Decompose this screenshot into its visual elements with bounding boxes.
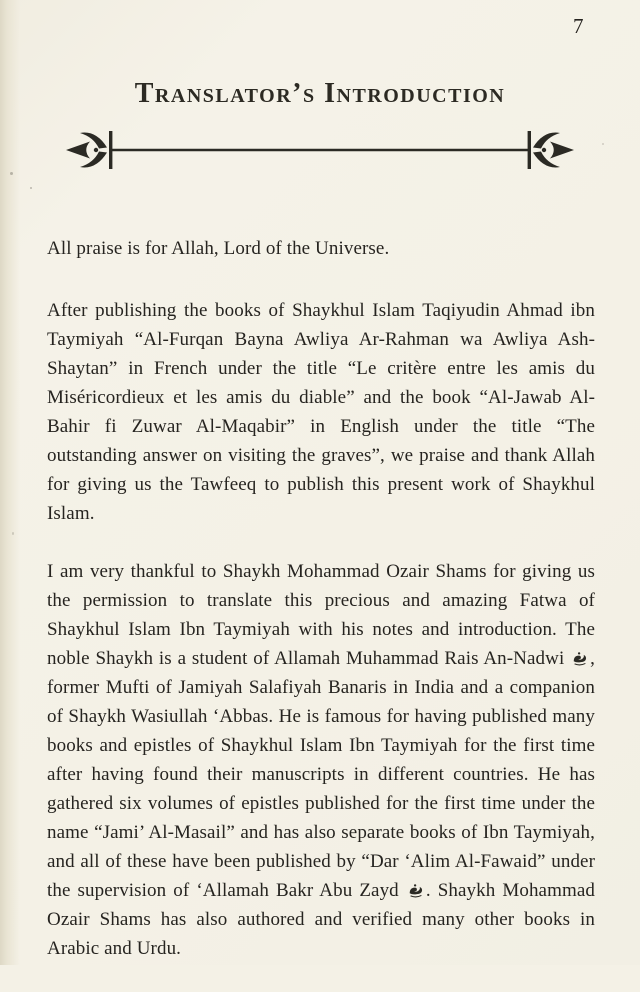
scan-speck	[12, 532, 14, 535]
scan-speck	[10, 172, 13, 175]
divider-ornament-left-icon	[66, 131, 112, 169]
divider-ornament-right-icon	[528, 131, 574, 169]
paragraph-text: . Shaykh Mohammad Ozair Shams has also authored and verified many other books in Arabic and Urdu.	[47, 880, 595, 959]
page-gutter-shadow	[0, 0, 20, 965]
scan-speck	[30, 187, 32, 189]
rahimahullah-icon	[571, 651, 589, 666]
page-number: 7	[573, 14, 584, 38]
page-title: Translator’s Introduction	[134, 78, 506, 109]
paragraph: All praise is for Allah, Lord of the Universe.	[47, 238, 390, 259]
divider-rule	[65, 128, 575, 172]
body-text	[47, 234, 595, 992]
paragraph-text: , former Mufti of Jamiyah Salafiyah Banaris in India and a companion of Shaykh Wasiullah ‘Abbas. He is famous for having published many books and epistles of Shaykhul Islam Ibn Taymiyah for the first time after having found their manuscripts in different countries. He has gathered six volumes of epistles published for the first time under the name “Jami’ Al-Masail” and has also separate books of Ibn Taymiyah, and all of these have been published by “Dar ‘Alim Al-Fawaid” under the supervision of ‘Allamah Bakr Abu Zayd	[47, 648, 595, 901]
paragraph: After publishing the books of Shaykhul Islam Taqiyudin Ahmad ibn Taymiyah “Al-Furqan Bayna Awliya Ar-Rahman wa Awliya Ash-Shaytan” in French under the title “Le critère entre les amis du Miséricordieux et les amis du diable” and the book “Al-Jawab Al-Bahir fi Zuwar Al-Maqabir” in English under the title “The outstanding answer on visiting the graves”, we praise and thank Allah for giving us the Tawfeeq to publish this present work of Shaykhul Islam.	[47, 300, 595, 524]
rahimahullah-icon	[407, 883, 425, 898]
scan-speck	[602, 143, 604, 145]
paragraph	[47, 557, 595, 963]
section-divider	[65, 128, 575, 172]
paragraph-text: I am very thankful to Shaykh Mohammad Ozair Shams for giving us the permission to translate this precious and amazing Fatwa of Shaykhul Islam Ibn Taymiyah with his notes and introduction. The noble Shaykh is a student of Allamah Muhammad Rais An-Nadwi	[47, 561, 595, 669]
